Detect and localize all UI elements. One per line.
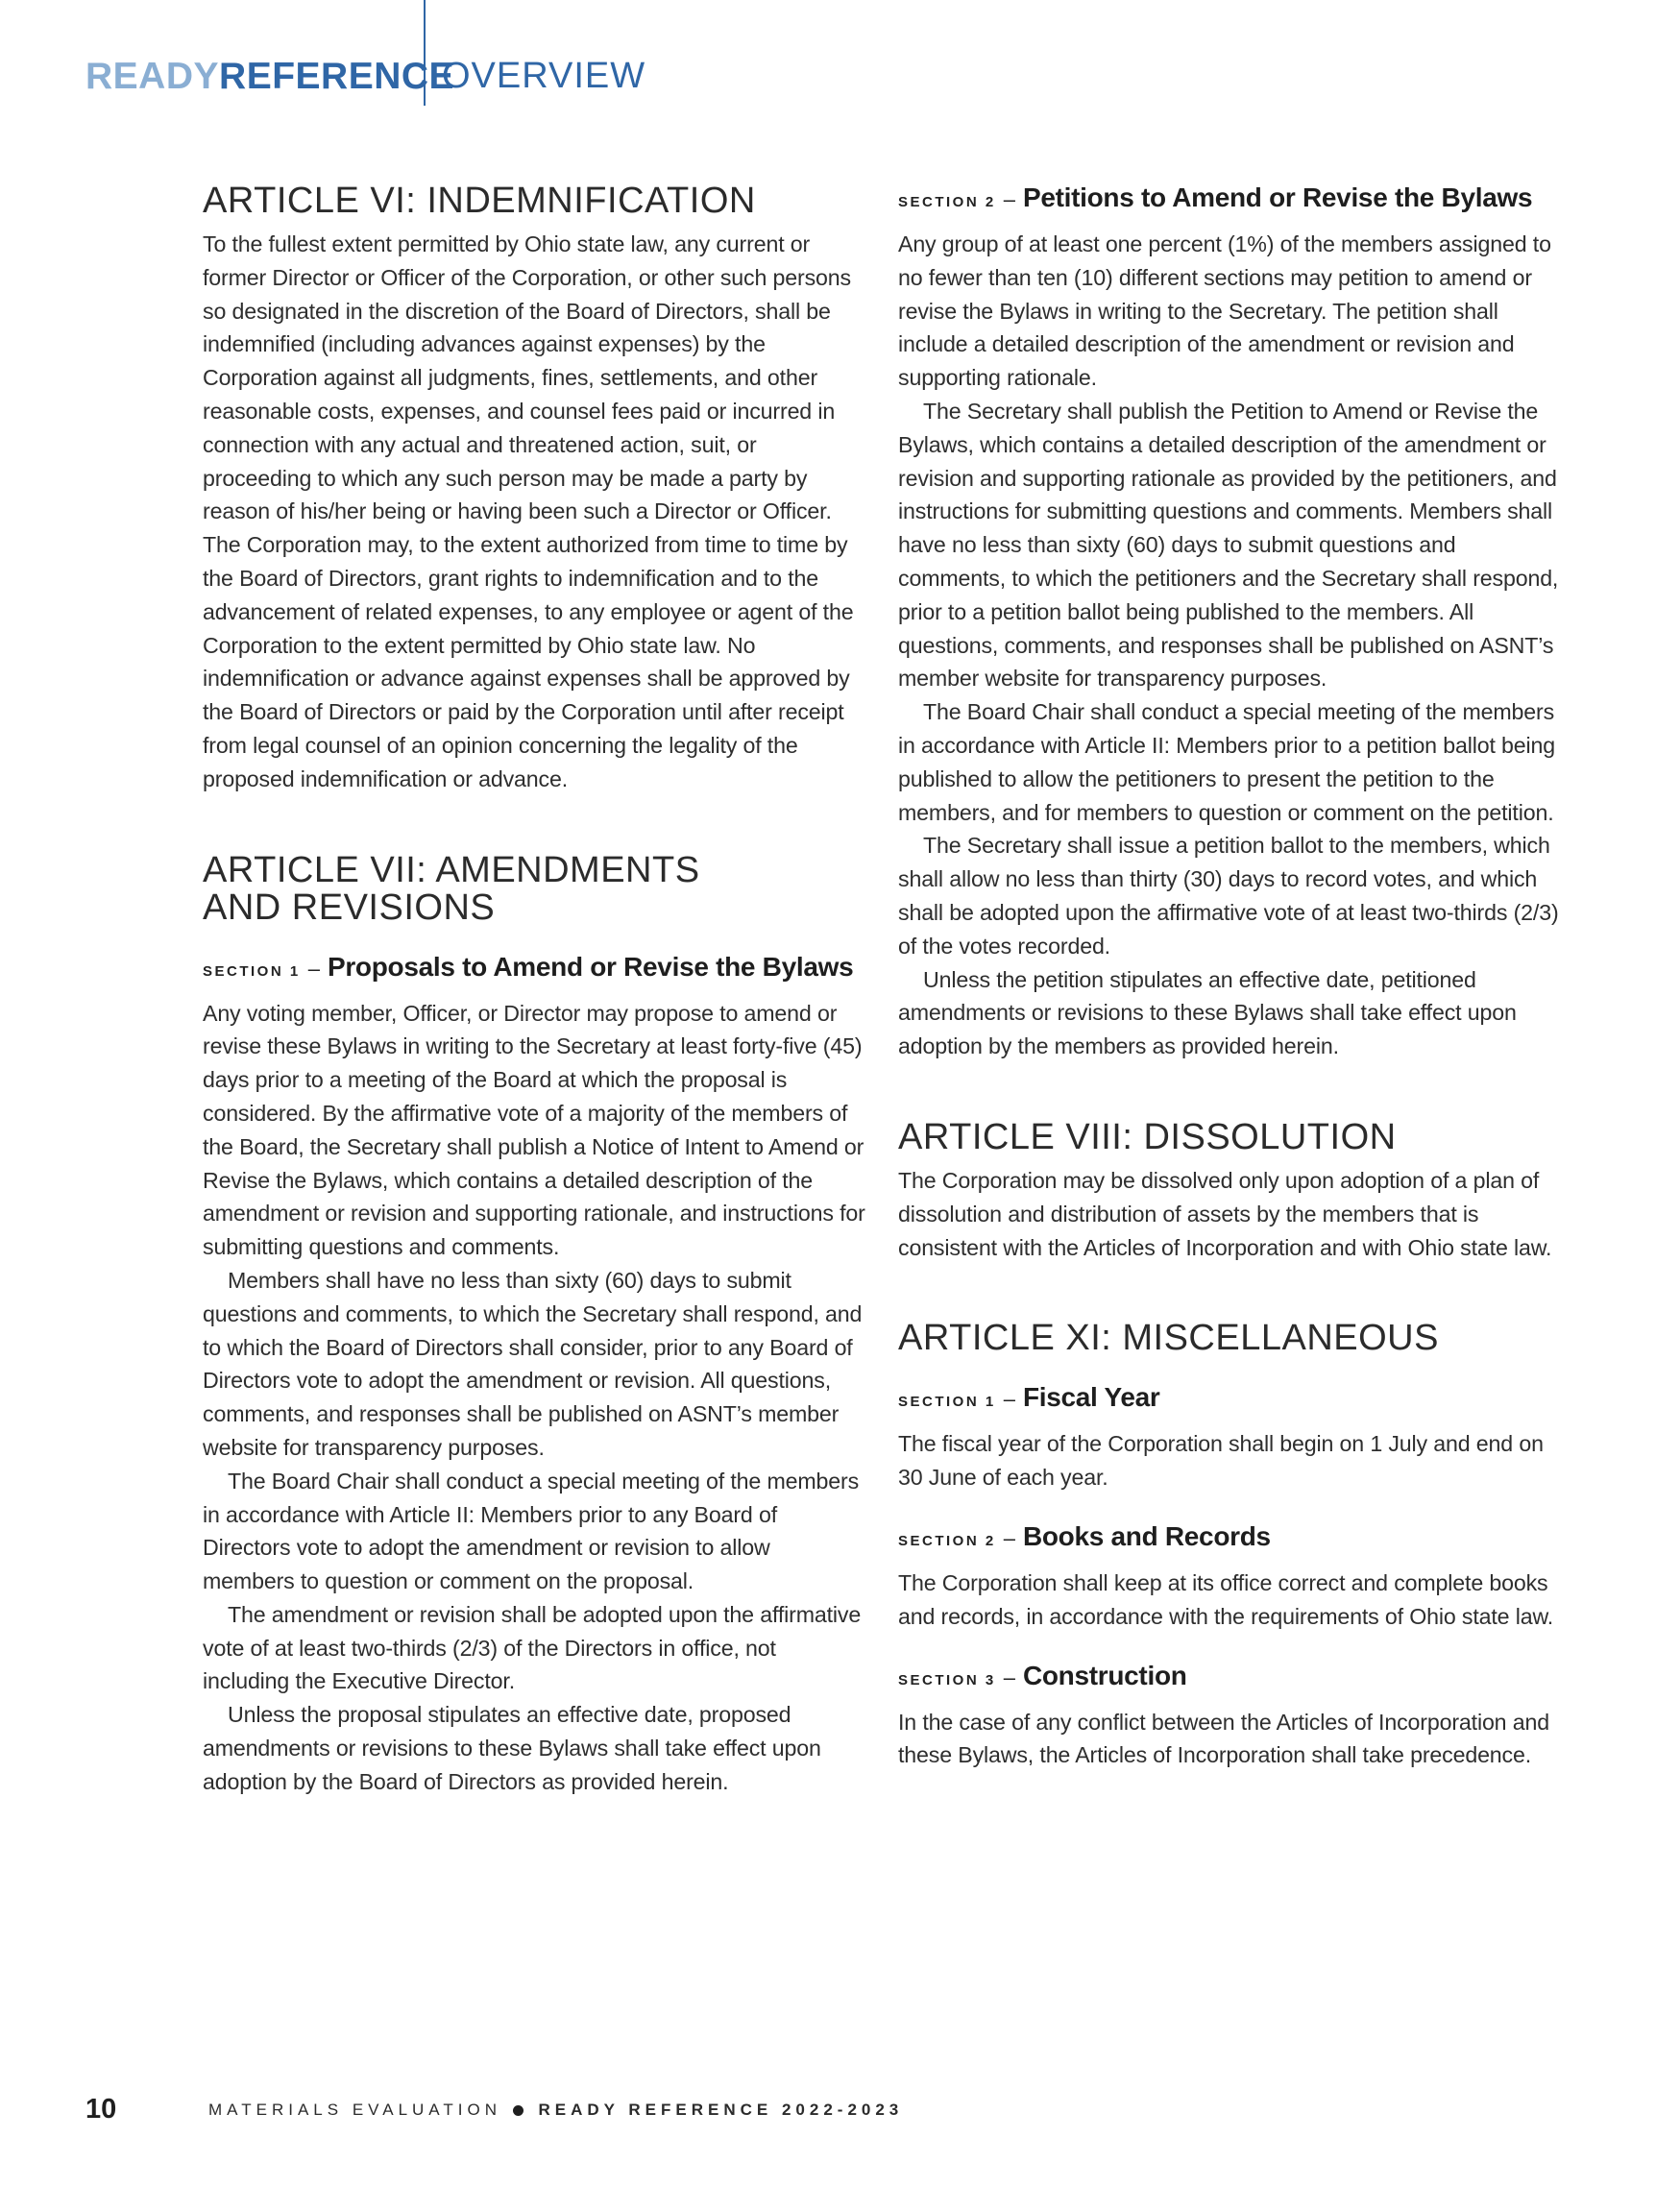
section-label: SECTION 2 [898,194,996,210]
running-header [85,56,454,98]
paragraph: In the case of any conflict between the Articles of Incorporation and these Bylaws, the Articles of Incorporation shall take precedence. [898,1709,1549,1768]
right-column [898,179,1561,1772]
paragraph: The fiscal year of the Corporation shall begin on 1 July and end on 30 June of each year. [898,1431,1544,1491]
section-title: Petitions to Amend or Revise the Bylaws [1022,182,1533,212]
paragraph: Unless the petition stipulates an effective date, petitioned amendments or revisions to these Bylaws shall take effect upon adoption by the members as provided herein. [898,966,1517,1059]
page-number: 10 [85,2094,117,2125]
paragraph: The Secretary shall issue a petition ballot to the members, which shall allow no less than thirty (30) days to record votes, and which shall be adopted upon the affirmative vote of at least two-thirds (2/3) of the votes recorded. [898,833,1559,959]
brand-reference: REFERENCE [219,56,455,97]
section-title: Books and Records [1022,1520,1271,1551]
article-7-title-line1: ARTICLE VII: AMENDMENTS [203,849,700,890]
header-section-label: OVERVIEW [442,56,646,96]
left-column [203,182,865,1799]
publication-name: MATERIALS EVALUATION [208,2101,501,2119]
brand-ready: READY [85,56,220,97]
paragraph: The Board Chair shall conduct a special meeting of the members in accordance with Article II: Members prior to any Board of Directors vote to adopt the amendment or revision to allow members to question or comment on the proposal. [203,1468,860,1594]
article-7-title [203,849,865,928]
paragraph: The Board Chair shall conduct a special meeting of the members in accordance with Article II: Members prior to a petition ballot being published to allow the petitioners to present the petition to the members, and for members to question or comment on the petition. [898,699,1556,825]
paragraph: Unless the proposal stipulates an effective date, proposed amendments or revisions to these Bylaws shall take effect upon adoption by the Board of Directors as provided herein. [203,1702,821,1794]
page-footer [85,2094,1526,2132]
article-7-section-2-heading [898,179,1561,222]
section-dash: – [1003,1664,1015,1689]
section-label: SECTION 1 [203,962,301,980]
section-title: Proposals to Amend or Revise the Bylaws [327,951,854,982]
section-dash: – [1003,1525,1015,1550]
article-8-paragraph: The Corporation may be dissolved only upon adoption of a plan of dissolution and distribution of assets by the members that is consistent with the Articles of Incorporation and with Ohio state law. [898,1167,1552,1260]
article-11-section-2-heading [898,1518,1561,1561]
section-label: SECTION 2 [898,1532,996,1549]
section-dash: – [307,956,320,981]
section-dash: – [1003,1387,1015,1412]
article-11-section-3-heading [898,1657,1561,1700]
article-7-section-1-heading [203,948,865,991]
paragraph: The Secretary shall publish the Petition to Amend or Revise the Bylaws, which contains a detailed description of the amendment or revision and supporting rationale as provided by the petitioners, and instructions for submitting questions and comments. Members shall have no less than sixty (60) days to submit questions and comments, to which the petitioners and the Secretary shall respond, prior to a petition ballot being published to the members. All questions, comments, and responses shall be published on ASNT’s member website for transparency purposes. [898,398,1559,692]
section-dash: – [1003,187,1015,211]
footer-publication [208,2101,903,2120]
article-6-title: ARTICLE VI: INDEMNIFICATION [203,181,756,221]
article-7-title-line2: AND REVISIONS [203,887,496,928]
edition-name: READY REFERENCE 2022-2023 [538,2101,904,2119]
section-title: Construction [1022,1660,1187,1690]
paragraph: The Corporation shall keep at its office correct and complete books and records, in accordance with the requirements of Ohio state law. [898,1569,1554,1629]
article-11-title: ARTICLE XI: MISCELLANEOUS [898,1318,1439,1359]
section-title: Fiscal Year [1022,1382,1160,1413]
article-8-title: ARTICLE VIII: DISSOLUTION [898,1116,1397,1157]
paragraph: Any voting member, Officer, or Director may propose to amend or revise these Bylaws in writing to the Secretary at least forty-five (45) days prior to a meeting of the Board at which the proposal is considered. By the affirmative vote of a majority of the members of the Board, the Secretary shall publish a Notice of Intent to Amend or Revise the Bylaws, which contains a detailed description of the amendment or revision and supporting rationale, and instructions for submitting questions and comments. [203,1000,865,1260]
section-label: SECTION 3 [898,1671,996,1688]
section-label: SECTION 1 [898,1394,996,1411]
paragraph: Any group of at least one percent (1%) of the members assigned to no fewer than ten (10) different sections may petition to amend or revise the Bylaws in writing to the Secretary. The petition shall include a detailed description of the amendment or revision and supporting rationale. [898,231,1551,391]
paragraph: The amendment or revision shall be adopted upon the affirmative vote of at least two-thirds (2/3) of the Directors in office, not including the Executive Director. [203,1601,862,1694]
article-6-paragraph: To the fullest extent permitted by Ohio state law, any current or former Director or Officer of the Corporation, or other such persons so designated in the discretion of the Board of Directors, shall be indemnified (including advances against expenses) by the Corporation against all judgments, fines, settlements, and other reasonable costs, expenses, and counsel fees paid or incurred in connection with any actual and threatened action, suit, or proceeding to which any such person may be made a party by reason of his/her being or having been such a Director or Officer. The Corporation may, to the extent authorized from time to time by the Board of Directors, grant rights to indemnification and to the advancement of related expenses, to any employee or agent of the Corporation to the extent permitted by Ohio state law. No indemnification or advance against expenses shall be approved by the Board of Directors or paid by the Corporation until after receipt from legal counsel of an opinion concerning the legality of the proposed indemnification or advance. [203,231,854,791]
bullet-icon [513,2105,523,2116]
paragraph: Members shall have no less than sixty (60) days to submit questions and comments, to which the Secretary shall respond, and to which the Board of Directors shall consider, prior to any Board of Directors vote to adopt the amendment or revision. All questions, comments, and responses shall be published on ASNT’s member website for transparency purposes. [203,1267,863,1460]
article-11-section-1-heading [898,1378,1561,1421]
